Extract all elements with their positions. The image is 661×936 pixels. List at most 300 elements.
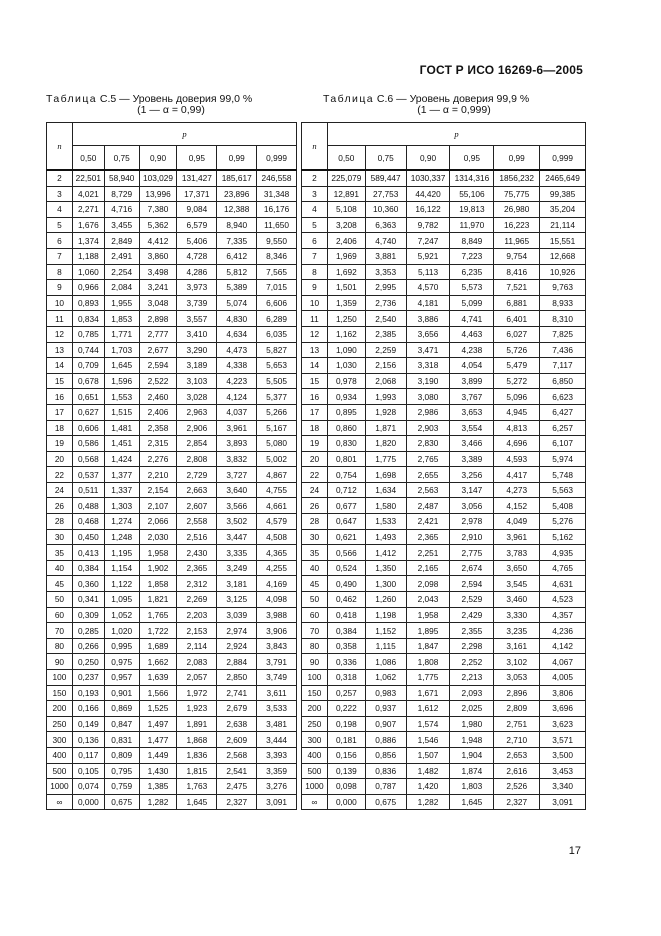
n-cell: 200: [302, 701, 328, 717]
n-cell: 3: [302, 186, 328, 202]
value-cell: 3,340: [540, 779, 586, 795]
value-cell: 7,825: [540, 326, 586, 342]
n-cell: 500: [302, 763, 328, 779]
n-cell: 17: [302, 404, 328, 420]
value-cell: 6,850: [540, 373, 586, 389]
n-cell: 300: [47, 732, 73, 748]
value-cell: 2,924: [217, 638, 257, 654]
value-cell: 0,995: [104, 638, 139, 654]
value-cell: 2,156: [365, 358, 406, 374]
value-cell: 1,948: [450, 732, 494, 748]
value-cell: 2,594: [139, 358, 177, 374]
p-value-header: 0,90: [406, 146, 450, 171]
p-value-header: 0,95: [450, 146, 494, 171]
value-cell: 0,136: [72, 732, 104, 748]
table-row: [47, 638, 297, 654]
value-cell: 0,336: [327, 654, 365, 670]
value-cell: 6,235: [450, 264, 494, 280]
value-cell: 1,923: [177, 701, 217, 717]
value-cell: 8,933: [540, 295, 586, 311]
value-cell: 2,355: [450, 623, 494, 639]
table-row: [47, 295, 297, 311]
value-cell: 0,675: [365, 794, 406, 810]
value-cell: 4,593: [494, 451, 540, 467]
table-row: [47, 498, 297, 514]
value-cell: 3,554: [450, 420, 494, 436]
n-cell: 50: [302, 592, 328, 608]
table-c6: [301, 122, 586, 810]
n-cell: 60: [302, 607, 328, 623]
value-cell: 5,408: [540, 498, 586, 514]
value-cell: 1,260: [365, 592, 406, 608]
value-cell: 2,429: [450, 607, 494, 623]
value-cell: 2,516: [177, 529, 217, 545]
value-cell: 5,266: [257, 404, 297, 420]
value-cell: 8,346: [257, 248, 297, 264]
value-cell: 2,898: [139, 311, 177, 327]
value-cell: 2,358: [139, 420, 177, 436]
value-cell: 0,677: [327, 498, 365, 514]
n-cell: 30: [302, 529, 328, 545]
value-cell: 1,449: [139, 747, 177, 763]
value-cell: 2,421: [406, 514, 450, 530]
value-cell: 3,189: [177, 358, 217, 374]
value-cell: 5,479: [494, 358, 540, 374]
value-cell: 2,677: [139, 342, 177, 358]
table-row: [302, 170, 586, 186]
value-cell: 3,410: [177, 326, 217, 342]
value-cell: 1,993: [365, 389, 406, 405]
value-cell: 3,125: [217, 592, 257, 608]
table-row: [47, 202, 297, 218]
value-cell: 3,447: [217, 529, 257, 545]
value-cell: 6,363: [365, 217, 406, 233]
value-cell: 3,545: [494, 576, 540, 592]
value-cell: 1,060: [72, 264, 104, 280]
value-cell: 4,098: [257, 592, 297, 608]
table-row: [47, 233, 297, 249]
value-cell: 2,057: [177, 670, 217, 686]
value-cell: 4,169: [257, 576, 297, 592]
value-cell: 3,696: [540, 701, 586, 717]
value-cell: 4,741: [450, 311, 494, 327]
value-cell: 0,675: [104, 794, 139, 810]
table-row: [47, 467, 297, 483]
page-number: 17: [568, 845, 581, 857]
table-row: [47, 654, 297, 670]
value-cell: 1,847: [406, 638, 450, 654]
value-cell: 0,983: [365, 685, 406, 701]
value-cell: 0,621: [327, 529, 365, 545]
value-cell: 246,558: [257, 170, 297, 186]
value-cell: 5,573: [450, 280, 494, 296]
value-cell: 3,276: [257, 779, 297, 795]
value-cell: 1,958: [139, 545, 177, 561]
value-cell: 1,282: [406, 794, 450, 810]
value-cell: 2,854: [177, 436, 217, 452]
value-cell: 5,974: [540, 451, 586, 467]
value-cell: 4,021: [72, 186, 104, 202]
value-cell: 0,193: [72, 685, 104, 701]
value-cell: 3,961: [494, 529, 540, 545]
value-cell: 1,030: [327, 358, 365, 374]
value-cell: 2,107: [139, 498, 177, 514]
value-cell: 1856,232: [494, 170, 540, 186]
value-cell: 1,703: [104, 342, 139, 358]
table-row: [302, 747, 586, 763]
value-cell: 7,380: [139, 202, 177, 218]
value-cell: 3,623: [540, 716, 586, 732]
value-cell: 4,631: [540, 576, 586, 592]
value-cell: 1,820: [365, 436, 406, 452]
value-cell: 4,236: [540, 623, 586, 639]
value-cell: 2,609: [217, 732, 257, 748]
table-row: [302, 685, 586, 701]
value-cell: 3,566: [217, 498, 257, 514]
n-cell: 16: [47, 389, 73, 405]
value-cell: 0,901: [104, 685, 139, 701]
n-cell: 40: [302, 560, 328, 576]
value-cell: 4,286: [177, 264, 217, 280]
value-cell: 1,482: [406, 763, 450, 779]
value-cell: 1,095: [104, 592, 139, 608]
table-row: [302, 202, 586, 218]
table-row: [47, 280, 297, 296]
value-cell: 7,015: [257, 280, 297, 296]
table-row: [47, 685, 297, 701]
value-cell: 4,579: [257, 514, 297, 530]
value-cell: 3,102: [494, 654, 540, 670]
value-cell: 0,139: [327, 763, 365, 779]
n-cell: 100: [47, 670, 73, 686]
table-row: [47, 311, 297, 327]
value-cell: 0,488: [72, 498, 104, 514]
value-cell: 1,891: [177, 716, 217, 732]
value-cell: 3,053: [494, 670, 540, 686]
value-cell: 2,910: [450, 529, 494, 545]
value-cell: 0,384: [72, 560, 104, 576]
table-row: [302, 436, 586, 452]
n-cell: 19: [302, 436, 328, 452]
table-row: [302, 389, 586, 405]
value-cell: 58,940: [104, 170, 139, 186]
n-cell: 5: [302, 217, 328, 233]
table-row: [47, 373, 297, 389]
value-cell: 5,276: [540, 514, 586, 530]
value-cell: 3,727: [217, 467, 257, 483]
value-cell: 3,571: [540, 732, 586, 748]
document-id: ГОСТ Р ИСО 16269-6—2005: [419, 63, 583, 77]
value-cell: 0,511: [72, 482, 104, 498]
value-cell: 5,362: [139, 217, 177, 233]
value-cell: 4,463: [450, 326, 494, 342]
table-row: [47, 763, 297, 779]
value-cell: 2,594: [450, 576, 494, 592]
value-cell: 2,674: [450, 560, 494, 576]
value-cell: 1,662: [139, 654, 177, 670]
value-cell: 3,335: [217, 545, 257, 561]
value-cell: 2,653: [494, 747, 540, 763]
value-cell: 3,453: [540, 763, 586, 779]
value-cell: 0,831: [104, 732, 139, 748]
n-cell: 22: [47, 467, 73, 483]
table-row: [302, 451, 586, 467]
value-cell: 2,963: [177, 404, 217, 420]
table-row: [302, 482, 586, 498]
value-cell: 3,471: [406, 342, 450, 358]
value-cell: 2,563: [406, 482, 450, 498]
table-row: [302, 404, 586, 420]
value-cell: 1,062: [365, 670, 406, 686]
value-cell: 6,579: [177, 217, 217, 233]
table-row: [47, 701, 297, 717]
n-cell: 250: [47, 716, 73, 732]
value-cell: 6,401: [494, 311, 540, 327]
table-row: [47, 326, 297, 342]
value-cell: 6,035: [257, 326, 297, 342]
table-row: [302, 373, 586, 389]
value-cell: 5,080: [257, 436, 297, 452]
value-cell: 3,481: [257, 716, 297, 732]
value-cell: 1,858: [139, 576, 177, 592]
value-cell: 2,765: [406, 451, 450, 467]
value-cell: 2,251: [406, 545, 450, 561]
table-row: [302, 560, 586, 576]
value-cell: 4,124: [217, 389, 257, 405]
table-row: [302, 311, 586, 327]
value-cell: 2,995: [365, 280, 406, 296]
value-cell: 2,903: [406, 420, 450, 436]
value-cell: 0,759: [104, 779, 139, 795]
value-cell: 0,462: [327, 592, 365, 608]
n-cell: 8: [302, 264, 328, 280]
value-cell: 22,501: [72, 170, 104, 186]
value-cell: 1,580: [365, 498, 406, 514]
value-cell: 2,406: [327, 233, 365, 249]
value-cell: 5,389: [217, 280, 257, 296]
value-cell: 2,638: [217, 716, 257, 732]
value-cell: 5,162: [540, 529, 586, 545]
value-cell: 0,606: [72, 420, 104, 436]
value-cell: 2,775: [450, 545, 494, 561]
value-cell: 12,668: [540, 248, 586, 264]
n-cell: 14: [302, 358, 328, 374]
value-cell: 7,247: [406, 233, 450, 249]
value-cell: 3,455: [104, 217, 139, 233]
value-cell: 1,533: [365, 514, 406, 530]
n-cell: 24: [47, 482, 73, 498]
value-cell: 3,235: [494, 623, 540, 639]
value-cell: 99,385: [540, 186, 586, 202]
value-cell: 0,568: [72, 451, 104, 467]
value-cell: 3,973: [177, 280, 217, 296]
value-cell: 1,902: [139, 560, 177, 576]
n-cell: 40: [47, 560, 73, 576]
p-group-header: p: [72, 123, 296, 146]
value-cell: 185,617: [217, 170, 257, 186]
value-cell: 1,300: [365, 576, 406, 592]
n-cell: 26: [302, 498, 328, 514]
value-cell: 8,849: [450, 233, 494, 249]
value-cell: 9,550: [257, 233, 297, 249]
value-cell: 2,315: [139, 436, 177, 452]
value-cell: 0,198: [327, 716, 365, 732]
value-cell: 589,447: [365, 170, 406, 186]
n-cell: 9: [47, 280, 73, 296]
table-row: [47, 170, 297, 186]
value-cell: 5,108: [327, 202, 365, 218]
value-cell: 3,048: [139, 295, 177, 311]
value-cell: 5,406: [177, 233, 217, 249]
n-cell: 150: [302, 685, 328, 701]
value-cell: 2,978: [450, 514, 494, 530]
n-cell: 300: [302, 732, 328, 748]
value-cell: 0,712: [327, 482, 365, 498]
value-cell: 3,533: [257, 701, 297, 717]
value-cell: 1,868: [177, 732, 217, 748]
value-cell: 3,028: [177, 389, 217, 405]
value-cell: 1,152: [365, 623, 406, 639]
value-cell: 0,384: [327, 623, 365, 639]
value-cell: 3,653: [450, 404, 494, 420]
value-cell: 4,054: [450, 358, 494, 374]
value-cell: 2,385: [365, 326, 406, 342]
table-row: [47, 779, 297, 795]
n-column-header: n: [47, 123, 73, 171]
value-cell: 0,847: [104, 716, 139, 732]
value-cell: 0,860: [327, 420, 365, 436]
value-cell: 11,970: [450, 217, 494, 233]
value-cell: 2,741: [217, 685, 257, 701]
table-row: [47, 217, 297, 233]
value-cell: 0,795: [104, 763, 139, 779]
table-row: [302, 638, 586, 654]
value-cell: 3,640: [217, 482, 257, 498]
value-cell: 6,881: [494, 295, 540, 311]
value-cell: 10,360: [365, 202, 406, 218]
n-cell: 10: [47, 295, 73, 311]
value-cell: 0,709: [72, 358, 104, 374]
table-row: [47, 560, 297, 576]
value-cell: 4,223: [217, 373, 257, 389]
value-cell: 4,181: [406, 295, 450, 311]
value-cell: 7,335: [217, 233, 257, 249]
value-cell: 0,266: [72, 638, 104, 654]
value-cell: 4,273: [494, 482, 540, 498]
value-cell: 9,782: [406, 217, 450, 233]
table-row: [302, 498, 586, 514]
value-cell: 1,645: [104, 358, 139, 374]
value-cell: 0,318: [327, 670, 365, 686]
value-cell: 1,634: [365, 482, 406, 498]
n-cell: 400: [47, 747, 73, 763]
value-cell: 3,502: [217, 514, 257, 530]
value-cell: 8,940: [217, 217, 257, 233]
value-cell: 3,241: [139, 280, 177, 296]
value-cell: 0,787: [365, 779, 406, 795]
value-cell: 5,074: [217, 295, 257, 311]
value-cell: 4,255: [257, 560, 297, 576]
value-cell: 4,067: [540, 654, 586, 670]
value-cell: 0,856: [365, 747, 406, 763]
table-row: [47, 514, 297, 530]
p-value-header: 0,90: [139, 146, 177, 171]
n-cell: 2: [47, 170, 73, 186]
value-cell: 0,341: [72, 592, 104, 608]
value-cell: 3,091: [257, 794, 297, 810]
value-cell: 8,729: [104, 186, 139, 202]
value-cell: 4,508: [257, 529, 297, 545]
p-value-header: 0,999: [540, 146, 586, 171]
value-cell: 1,676: [72, 217, 104, 233]
value-cell: 26,980: [494, 202, 540, 218]
n-cell: 6: [302, 233, 328, 249]
value-cell: 0,257: [327, 685, 365, 701]
n-cell: 16: [302, 389, 328, 405]
value-cell: 1,188: [72, 248, 104, 264]
value-cell: 5,096: [494, 389, 540, 405]
n-cell: 3: [47, 186, 73, 202]
value-cell: 2,114: [177, 638, 217, 654]
value-cell: 15,551: [540, 233, 586, 249]
value-cell: 1,775: [406, 670, 450, 686]
value-cell: 2465,649: [540, 170, 586, 186]
value-cell: 1,928: [365, 404, 406, 420]
value-cell: 0,785: [72, 326, 104, 342]
value-cell: 3,498: [139, 264, 177, 280]
value-cell: 5,099: [450, 295, 494, 311]
value-cell: 0,809: [104, 747, 139, 763]
value-cell: 4,935: [540, 545, 586, 561]
value-cell: 3,961: [217, 420, 257, 436]
table-row: [302, 607, 586, 623]
value-cell: 21,114: [540, 217, 586, 233]
table-row: [302, 186, 586, 202]
value-cell: 1,815: [177, 763, 217, 779]
value-cell: 0,937: [365, 701, 406, 717]
value-cell: 1,958: [406, 607, 450, 623]
value-cell: 0,360: [72, 576, 104, 592]
table-row: [47, 482, 297, 498]
value-cell: 2,541: [217, 763, 257, 779]
table-row: [47, 794, 297, 810]
value-cell: 1,821: [139, 592, 177, 608]
n-column-header: n: [302, 123, 328, 171]
value-cell: 2,327: [217, 794, 257, 810]
value-cell: 23,896: [217, 186, 257, 202]
n-cell: 18: [47, 420, 73, 436]
n-cell: 45: [302, 576, 328, 592]
value-cell: 0,754: [327, 467, 365, 483]
value-cell: 1,303: [104, 498, 139, 514]
table-subtitle: (1 — α = 0,999): [417, 104, 491, 116]
table-row: [302, 701, 586, 717]
value-cell: 2,165: [406, 560, 450, 576]
value-cell: 5,726: [494, 342, 540, 358]
value-cell: 2,475: [217, 779, 257, 795]
value-cell: 6,289: [257, 311, 297, 327]
value-cell: 6,257: [540, 420, 586, 436]
n-cell: 90: [302, 654, 328, 670]
value-cell: 1,430: [139, 763, 177, 779]
table-row: [302, 654, 586, 670]
value-cell: 2,529: [450, 592, 494, 608]
value-cell: 1,350: [365, 560, 406, 576]
n-cell: 2: [302, 170, 328, 186]
value-cell: 0,222: [327, 701, 365, 717]
table-row: [302, 732, 586, 748]
table-row: [302, 358, 586, 374]
